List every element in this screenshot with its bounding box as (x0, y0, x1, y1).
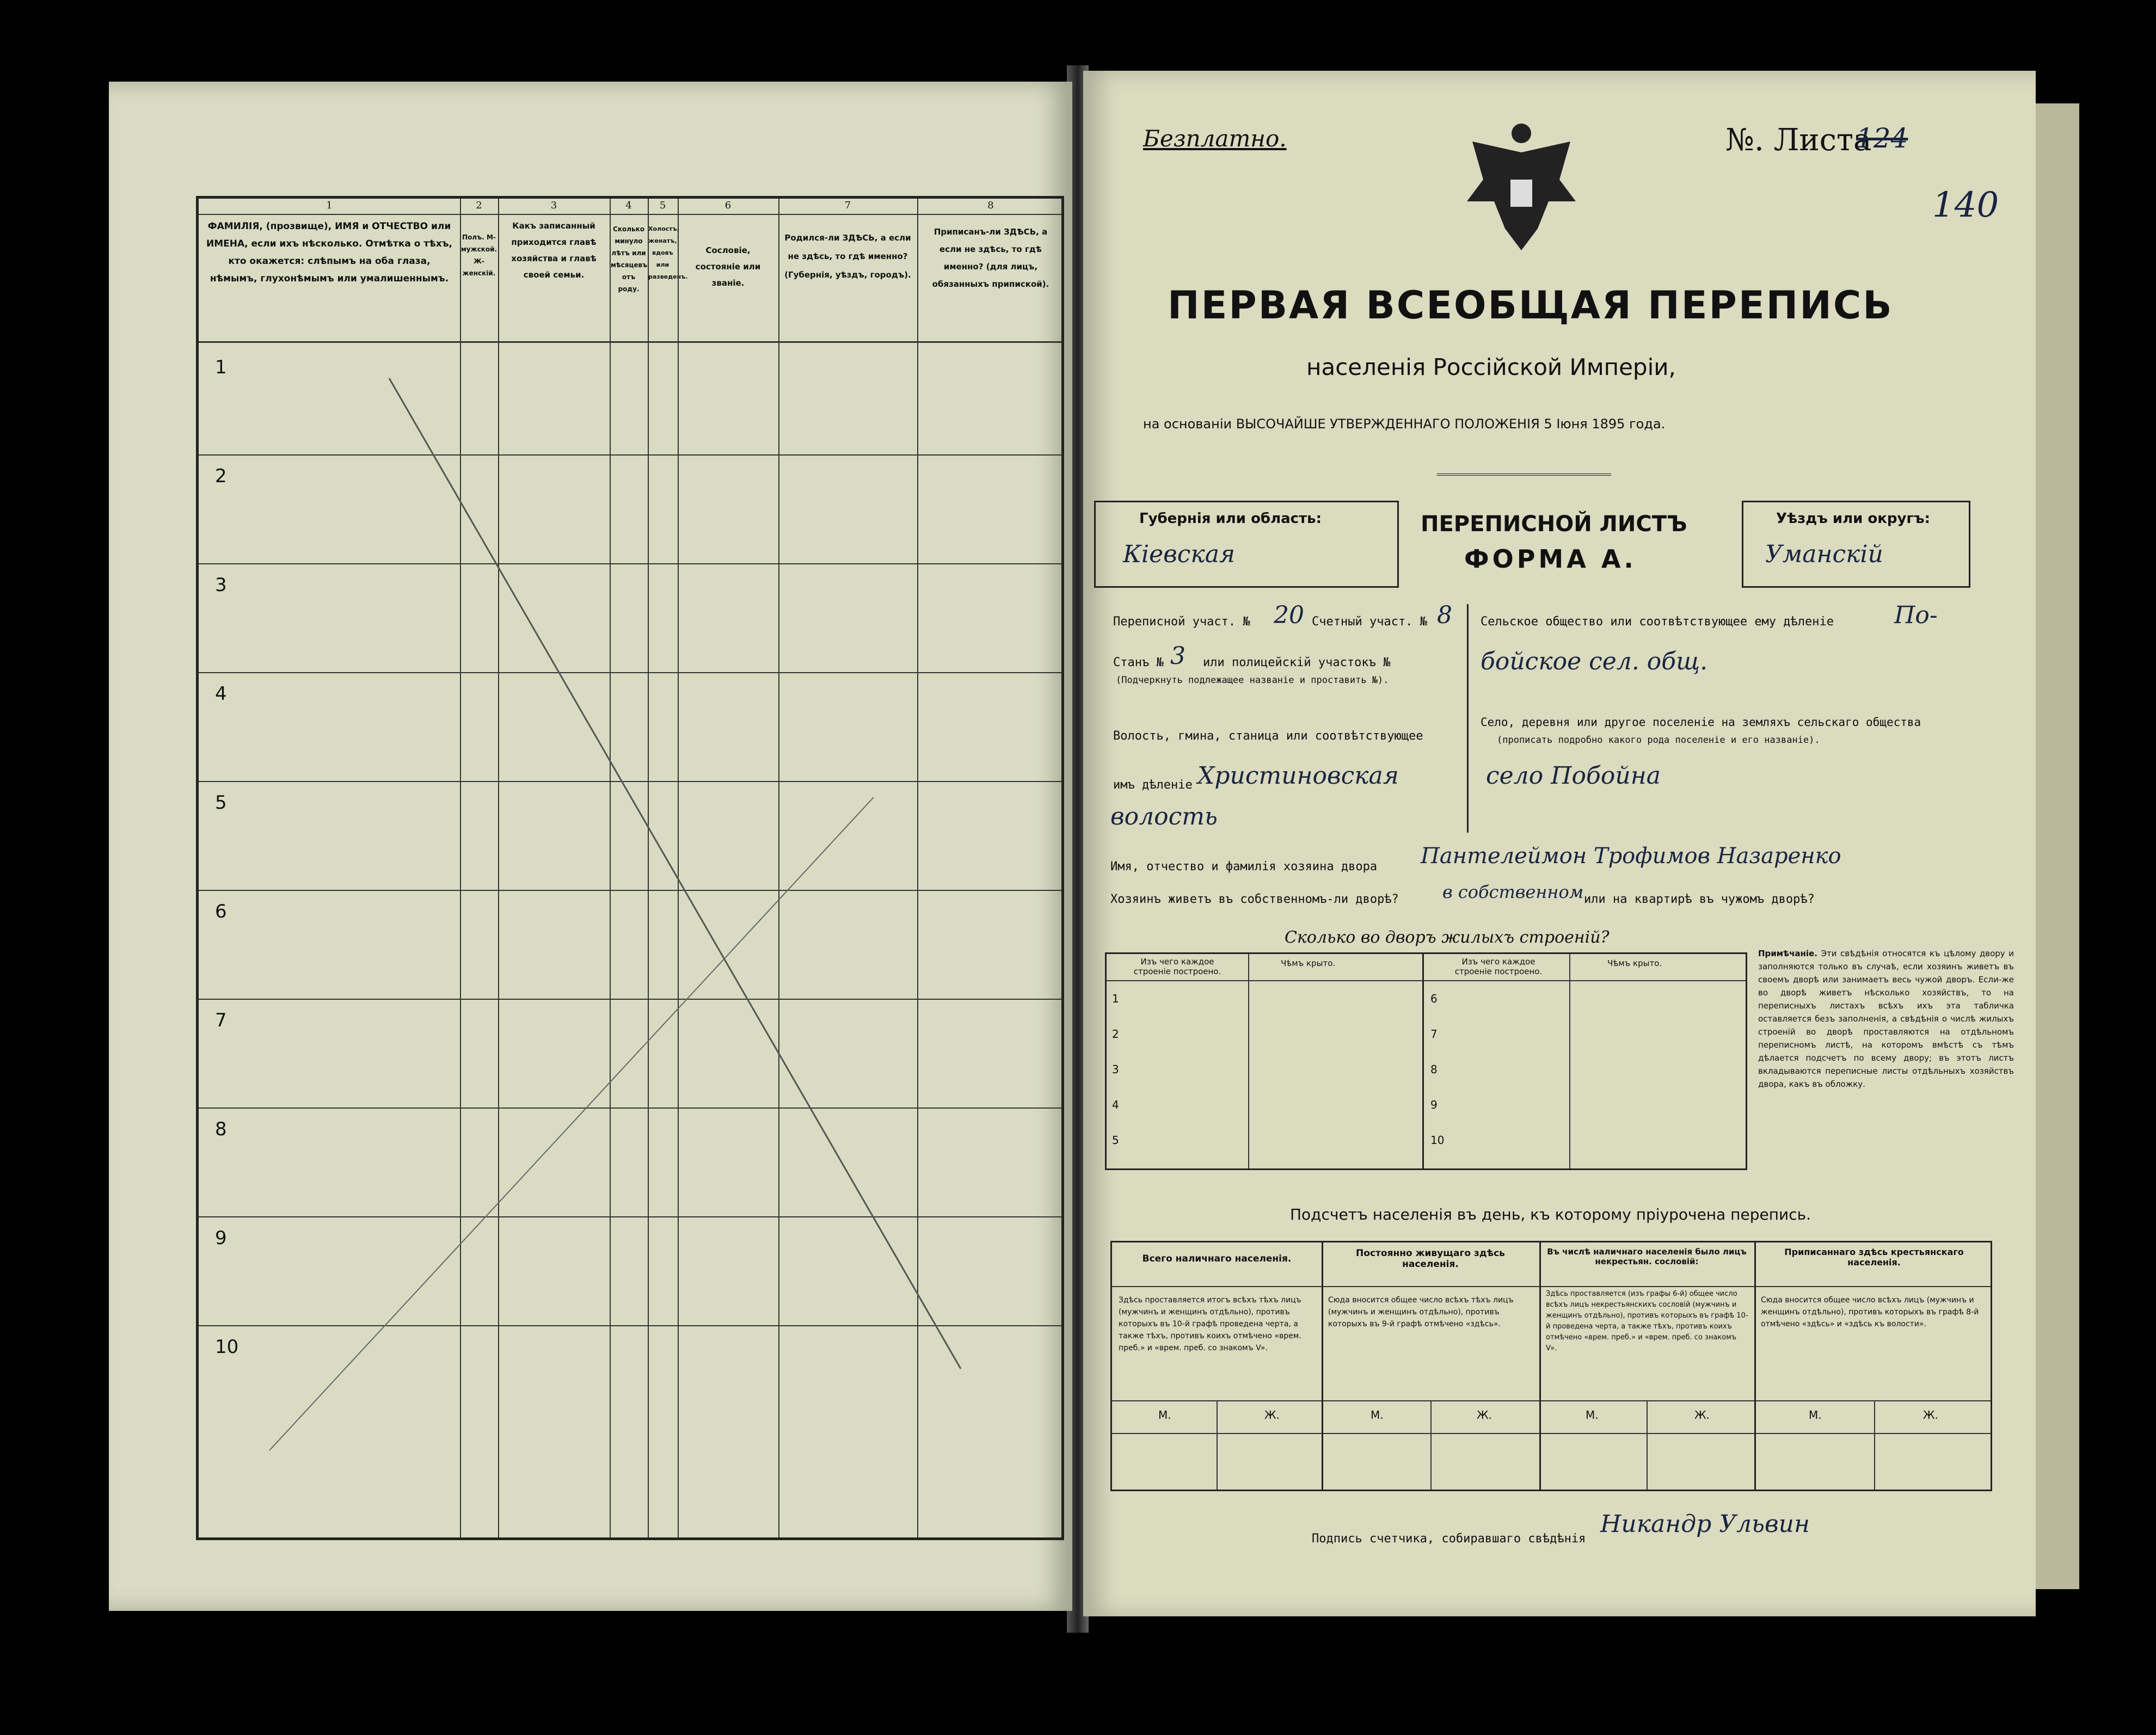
page-subtitle: населенія Россійской Имперіи, (1306, 354, 1676, 380)
col-header-relation: Какъ записанный приходится главѣ хозяйства и главѣ своей семьи. (511, 221, 597, 280)
free-label: Безплатно. (1143, 125, 1287, 152)
bld-row-num: 3 (1112, 1063, 1119, 1076)
uezd-value[interactable]: Уманскій (1765, 540, 1883, 568)
buildings-title: Сколько во дворъ жилыхъ строеній? (1285, 928, 1610, 947)
note-text: Эти свѣдѣнія относятся къ цѣлому двору и заполняются только въ случаѣ, если хозяинъ живетъ въ своемъ дворѣ или занимаетъ весь чужой дворъ. Если-же во дворѣ живетъ нѣсколько хозяйствъ, то на переписныхъ листахъ всѣхъ ихъ эта табличка оставляется безъ заполненія, а свѣдѣнія о числѣ жилыхъ строеній во дворѣ проставляются на отдѣльномъ переписномъ листѣ, на которомъ вмѣстѣ съ тѣмъ дѣлается подсчетъ по всему двору; въ этотъ листъ вкладываются переписные листы отдѣльныхъ хозяйствъ двора, какъ въ обложку. (1758, 949, 2014, 1089)
bld-header-roof: Чѣмъ крыто. (1281, 958, 1336, 968)
count-col-header: Приписаннаго здѣсь крестьянскаго населенія. (1784, 1247, 1964, 1268)
uezd-box (1742, 501, 1970, 588)
male-label: М. (1809, 1408, 1822, 1422)
row-number: 5 (215, 792, 227, 814)
pencil-strike-marks (199, 199, 1064, 1537)
count-col-text: Здѣсь проставляется итогъ всѣхъ тѣхъ лицъ (мужчинъ и женщинъ отдѣльно), противъ которыхъ въ 10-й графѣ проведена черта, а также тѣхъ, противъ коихъ отмѣчено «врем. преб.» и «врем. преб. со знакомъ V». (1119, 1296, 1301, 1352)
note-block (1758, 947, 2014, 1091)
lives-label: Хозяинъ живетъ въ собственномъ-ли дворѣ? (1110, 893, 1399, 906)
soc-value[interactable]: По- (1894, 601, 1938, 629)
col-number: 8 (987, 200, 994, 211)
form-name: ФОРМА А. (1464, 544, 1637, 574)
note-title: Примѣчаніе. (1758, 949, 1817, 958)
bld-row-num: 1 (1112, 992, 1119, 1005)
gubernia-label: Губернія или область: (1139, 510, 1322, 527)
stan-value[interactable]: 3 (1170, 642, 1186, 670)
police-label: или полицейскій участокъ № (1203, 656, 1391, 669)
perep-uch-label: Переписной участ. № (1113, 615, 1250, 629)
col-number: 4 (625, 200, 632, 211)
gubernia-box (1094, 501, 1399, 588)
ornament-divider (1437, 473, 1611, 476)
col-header-estate: Сословіе, состояніе или званіе. (695, 245, 761, 288)
row-number: 10 (215, 1336, 239, 1358)
col-header-name: ФАМИЛІЯ, (прозвище), ИМЯ и ОТЧЕСТВО или ИМЕНА, если ихъ нѣсколько. Отмѣтка о тѣхъ, кто окажется: слѣпымъ на оба глаза, нѣмымъ, глухонѣмымъ или умалишеннымъ. (206, 221, 452, 284)
bld-row-num: 10 (1430, 1134, 1445, 1147)
volost-value[interactable]: Христиновская (1197, 762, 1399, 790)
col-header-age: Сколько минуло лѣтъ или мѣсяцевъ отъ роду. (611, 225, 648, 293)
right-page (1083, 71, 2036, 1616)
row-number: 6 (215, 901, 227, 922)
row-number: 9 (215, 1227, 227, 1249)
owner-value[interactable]: Пантелеймон Трофимов Назаренко (1421, 844, 1841, 869)
bld-row-num: 2 (1112, 1028, 1119, 1041)
count-col-text: Сюда вносится общее число всѣхъ лицъ (мужчинъ и женщинъ отдѣльно), противъ которыхъ въ графѣ 8-й отмѣчено «здѣсь» и «здѣсь къ волости». (1761, 1296, 1979, 1328)
underline-note: (Подчеркнуть подлежащее названіе и проставить №). (1116, 675, 1389, 686)
col-header-birthplace: Родился-ли ЗДѢСЬ, а если не здѣсь, то гдѣ именно? (Губернія, уѣздъ, городъ). (784, 233, 911, 280)
legal-basis: на основаніи ВЫСОЧАЙШЕ УТВЕРЖДЕННАГО ПОЛОЖЕНІЯ 5 Іюня 1895 года. (1143, 416, 1666, 432)
population-count-table (1110, 1241, 1992, 1491)
male-label: М. (1586, 1408, 1599, 1422)
col-number: 3 (550, 200, 557, 211)
volost-value-2[interactable]: волость (1110, 803, 1218, 830)
count-col-text: Сюда вносится общее число всѣхъ тѣхъ лицъ (мужчинъ и женщинъ отдѣльно), противъ которыхъ въ 9-й графѣ отмѣчено «здѣсь». (1328, 1296, 1514, 1328)
lives-label-2: или на квартирѣ въ чужомъ дворѣ? (1584, 893, 1815, 906)
row-number: 1 (215, 356, 227, 378)
schet-uch-value[interactable]: 8 (1437, 601, 1452, 629)
bld-header-material: Изъ чего каждое строеніе построено. (1133, 957, 1221, 976)
col-number: 2 (476, 200, 482, 211)
col-header-marital: Холостъ, женатъ, вдовъ или разведенъ. (648, 225, 688, 280)
village-note: (прописать подробно какого рода поселеніе и его названіе). (1497, 735, 1820, 746)
signature-value: Никандр Ульвин (1600, 1510, 1810, 1538)
female-label: Ж. (1694, 1408, 1710, 1422)
sheet-number-struck: 124 (1856, 122, 1908, 154)
imperial-eagle-emblem (1461, 120, 1581, 261)
bld-header-roof: Чѣмъ крыто. (1607, 958, 1662, 968)
row-number: 2 (215, 465, 227, 487)
schet-uch-label: Счетный участ. № (1312, 615, 1427, 629)
male-label: М. (1371, 1408, 1384, 1422)
col-number: 7 (844, 200, 851, 211)
buildings-table (1105, 952, 1747, 1170)
left-page (109, 82, 1072, 1611)
form-title: ПЕРЕПИСНОЙ ЛИСТЪ (1421, 512, 1687, 537)
row-number: 7 (215, 1010, 227, 1031)
bld-row-num: 6 (1430, 992, 1438, 1005)
count-col-header: Всего наличнаго населенія. (1142, 1253, 1292, 1264)
col-header-sex: Полъ. М-мужской. Ж-женскій. (461, 233, 497, 277)
bld-header-material: Изъ чего каждое строеніе построено. (1454, 957, 1543, 976)
col-number: 1 (326, 200, 333, 211)
male-label: М. (1158, 1408, 1171, 1422)
soc-label: Сельское общество или соотвѣтствующее ему дѣленіе (1481, 615, 1834, 629)
col-number: 5 (659, 200, 666, 211)
perep-uch-value[interactable]: 20 (1274, 601, 1304, 629)
stan-label: Станъ № (1113, 656, 1164, 669)
uezd-label: Уѣздъ или округъ: (1776, 510, 1930, 527)
bld-row-num: 9 (1430, 1098, 1438, 1111)
sheet-number-label: №. Листа (1725, 122, 1872, 158)
bld-row-num: 7 (1430, 1028, 1438, 1041)
soc-value-2[interactable]: бойское сел. общ. (1481, 648, 1708, 675)
lives-value[interactable]: в собственном (1442, 882, 1584, 902)
volost-label: Волость, гмина, станица или соотвѣтствующее (1113, 729, 1423, 743)
village-value[interactable]: село Побойна (1486, 762, 1661, 790)
bld-row-num: 8 (1430, 1063, 1438, 1076)
volost-label-2: имъ дѣленіе (1113, 778, 1193, 792)
col-number: 6 (724, 200, 732, 211)
field-divider (1467, 604, 1469, 833)
female-label: Ж. (1264, 1408, 1280, 1422)
row-number: 4 (215, 683, 227, 705)
count-col-header: Въ числѣ наличнаго населенія было лицъ некрестьян. сословій: (1547, 1247, 1747, 1266)
female-label: Ж. (1477, 1408, 1492, 1422)
col-header-registered: Приписанъ-ли ЗДѢСЬ, а если не здѣсь, то гдѣ именно? (для лицъ, обязанныхъ припиской). (932, 227, 1049, 289)
count-title: Подсчетъ населенія въ день, къ которому пріурочена перепись. (1290, 1205, 1811, 1223)
signature-label: Подпись счетчика, собиравшаго свѣдѣнія (1312, 1532, 1586, 1546)
bld-row-num: 5 (1112, 1134, 1119, 1147)
household-members-table (196, 196, 1064, 1540)
village-label: Село, деревня или другое поселеніе на земляхъ сельскаго общества (1481, 716, 1921, 729)
row-number: 8 (215, 1118, 227, 1140)
sheet-number: 140 (1932, 185, 1999, 225)
gubernia-value[interactable]: Кіевская (1123, 540, 1236, 568)
count-col-header: Постоянно живущаго здѣсь населенія. (1356, 1248, 1505, 1270)
bld-row-num: 4 (1112, 1098, 1119, 1111)
row-number: 3 (215, 574, 227, 596)
count-col-text: Здѣсь проставляется (изъ графы 6-й) общее число всѣхъ лицъ некрестьянскихъ сословій (мужчинъ и женщинъ отдѣльно), противъ которыхъ въ графѣ 10-й проведена черта, а также тѣхъ, противъ коихъ отмѣчено «врем. преб.» и «врем. преб. со знакомъ V». (1546, 1290, 1748, 1352)
female-label: Ж. (1923, 1408, 1938, 1422)
owner-label: Имя, отчество и фамилія хозяина двора (1110, 860, 1378, 873)
page-title: ПЕРВАЯ ВСЕОБЩАЯ ПЕРЕПИСЬ (1168, 283, 1894, 328)
